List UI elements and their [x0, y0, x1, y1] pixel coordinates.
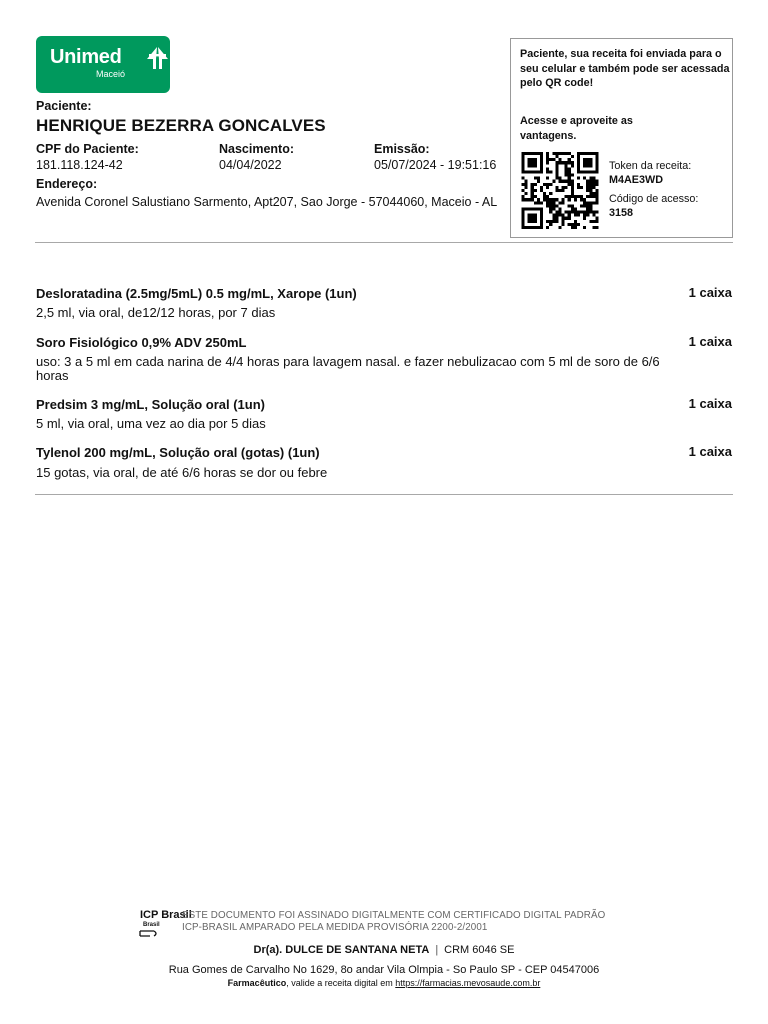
- brand-city: Maceió: [96, 69, 126, 79]
- medication-instructions: 15 gotas, via oral, de até 6/6 horas se dor ou febre: [36, 465, 328, 480]
- unimed-tree-icon: [144, 46, 170, 70]
- unimed-logo: [36, 36, 170, 93]
- emission-label: Emissão:: [374, 142, 430, 156]
- medication-name: Desloratadina (2.5mg/5mL) 0.5 mg/mL, Xarope (1un): [36, 286, 357, 301]
- medication-quantity: 1 caixa: [688, 334, 732, 349]
- pharmacy-link[interactable]: https://farmacias.mevosaude.com.br: [395, 978, 541, 988]
- cert-line: ICP-BRASIL AMPARADO PELA MEDIDA PROVISÓRIA 2200-2/2001: [182, 922, 488, 933]
- pharmacist-notice: [0, 978, 768, 988]
- qr-advantages-message: Acesse e aproveite as vantagens.: [520, 115, 633, 142]
- medication-instructions: uso: 3 a 5 ml em cada narina de 4/4 horas para lavagem nasal. e fazer nebulizacao com 5 ml de soro de 6/6 horas: [36, 354, 660, 383]
- cert-line: ESTE DOCUMENTO FOI ASSINADO DIGITALMENTE COM CERTIFICADO DIGITAL PADRÃO: [182, 910, 606, 921]
- icp-brasil-icon: [138, 907, 192, 940]
- medication-instructions: 2,5 ml, via oral, de12/12 horas, por 7 dias: [36, 305, 276, 320]
- svg-text:Brasil: Brasil: [143, 922, 160, 928]
- medication-quantity: 1 caixa: [688, 444, 732, 459]
- birth-value: 04/04/2022: [219, 158, 282, 172]
- medication-name: Predsim 3 mg/mL, Solução oral (1un): [36, 397, 265, 412]
- token-label: Token da receita:: [609, 160, 692, 172]
- medication-name: Tylenol 200 mg/mL, Solução oral (gotas) (1un): [36, 445, 320, 460]
- medication-quantity: 1 caixa: [688, 396, 732, 411]
- qr-message: Paciente, sua receita foi enviada para o seu celular e também pode ser acessada pelo QR code!: [520, 48, 730, 90]
- doctor-crm: CRM 6046 SE: [444, 944, 515, 956]
- separator: |: [435, 944, 439, 956]
- icp-text: ICP Brasil: [140, 909, 192, 921]
- pharmacist-text: , valide a receita digital em: [286, 978, 396, 988]
- medication-quantity: 1 caixa: [688, 285, 732, 300]
- qr-code-icon[interactable]: [520, 152, 600, 229]
- company-address: Rua Gomes de Carvalho No 1629, 8o andar Vila Olmpia - So Paulo SP - CEP 04547006: [168, 964, 600, 976]
- qr-panel: [510, 38, 733, 238]
- medication-instructions: 5 ml, via oral, uma vez ao dia por 5 dias: [36, 416, 266, 431]
- access-code-value: 3158: [609, 207, 634, 219]
- address-label: Endereço:: [36, 177, 98, 191]
- token-value: M4AE3WD: [609, 174, 663, 186]
- signature-certificate-notice: [182, 910, 605, 934]
- divider-bottom: [35, 494, 733, 495]
- cpf-value: 181.118.124-42: [36, 158, 123, 172]
- emission-value: 05/07/2024 - 19:51:16: [374, 158, 497, 172]
- medication-name: Soro Fisiológico 0,9% ADV 250mL: [36, 335, 247, 350]
- doctor-name: Dr(a). DULCE DE SANTANA NETA: [253, 944, 430, 956]
- divider-top: [35, 242, 733, 243]
- brand-name: Unimed: [50, 46, 122, 68]
- pharmacist-label: Farmacêutico: [227, 978, 287, 988]
- patient-label: Paciente:: [36, 99, 92, 113]
- doctor-line: [0, 944, 768, 956]
- access-code-label: Código de acesso:: [609, 193, 699, 205]
- birth-label: Nascimento:: [219, 142, 295, 156]
- address-value: Avenida Coronel Salustiano Sarmento, Apt207, Sao Jorge - 57044060, Maceio - AL: [36, 195, 498, 209]
- patient-name: HENRIQUE BEZERRA GONCALVES: [36, 116, 326, 135]
- cpf-label: CPF do Paciente:: [36, 142, 139, 156]
